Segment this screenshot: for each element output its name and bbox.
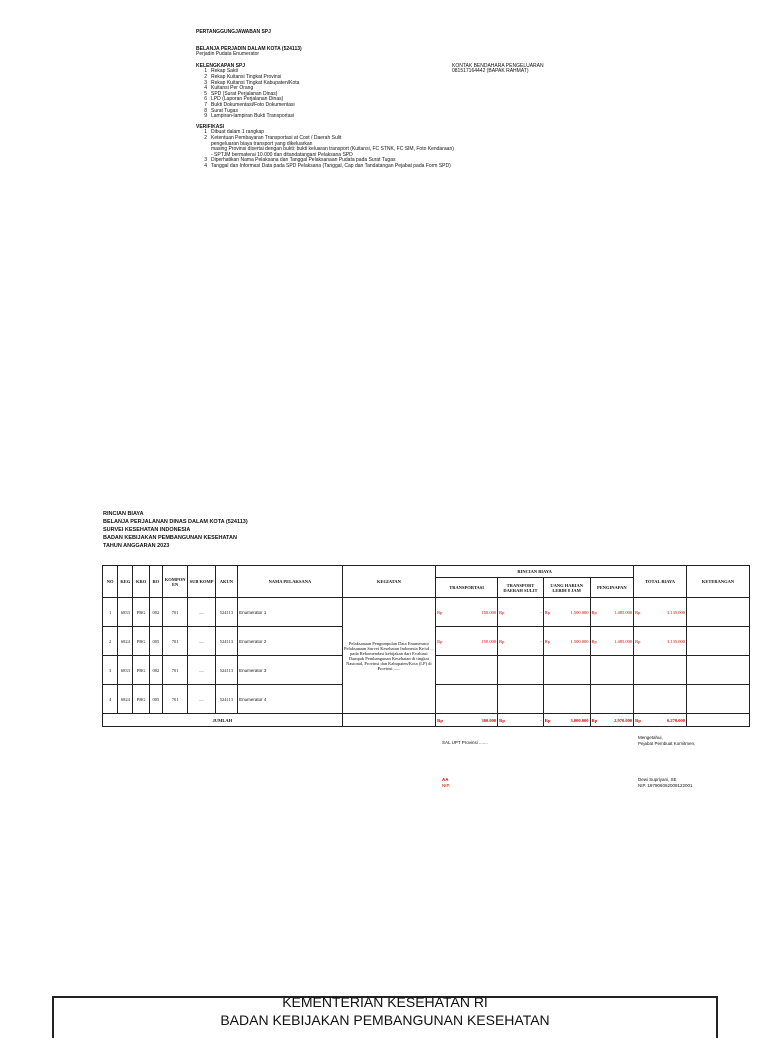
kontak-title: KONTAK BENDAHARA PENGELUARAN <box>452 62 544 69</box>
cell-total: Rp 3.135.000 <box>634 627 687 656</box>
header-transportasi: TRANSPORTASI <box>436 578 498 598</box>
signature-left-nip: NIP. <box>442 783 451 788</box>
jumlah-total: Rp 6.270.000 <box>634 714 687 727</box>
cell-akun: 524113 <box>215 627 237 656</box>
rincian-line: BADAN KEBIJAKAN PEMBANGUNAN KESEHATAN <box>103 535 237 541</box>
list-item: 1 Rekap Sakti <box>204 68 238 75</box>
cell-ro: 002 <box>149 598 162 627</box>
cell-kro: PBG <box>133 656 149 685</box>
table-row <box>103 598 750 627</box>
list-item: 3 Rekap Kuitansi Tingkat Kabupaten/Kota <box>204 79 300 86</box>
cell-total: Rp 3.135.000 <box>634 598 687 627</box>
list-item: 2 Rekap Kuitansi Tingkat Provinsi <box>204 73 282 80</box>
cell-uang-harian: Rp 1.500.000 <box>543 598 590 627</box>
signature-right-line1: Mengetahui, <box>638 735 663 740</box>
header-uang-harian: UANG HARIAN LEBIH 8 JAM <box>543 578 590 598</box>
cell-uang-harian: Rp 1.500.000 <box>543 627 590 656</box>
cell-kegiatan-empty <box>342 714 435 727</box>
signature-right-line2: Pejabat Pembuat Komitmen, <box>638 741 696 746</box>
header-ro: RO <box>149 566 162 598</box>
list-item: 6 LPD (Laporan Perjalanan Dinas) <box>204 96 284 103</box>
spj-title: PERTANGGUNGJAWABAN SPJ <box>196 29 271 35</box>
jumlah-penginapan: Rp 2.970.000 <box>590 714 634 727</box>
list-item: 7 Bukti Dokumentasi/Foto Dokumentasi <box>204 101 295 108</box>
cell-keterangan <box>686 656 749 685</box>
header-no: NO <box>103 566 118 598</box>
cell-keterangan <box>686 598 749 627</box>
header-kegiatan: KEGIATAN <box>342 566 435 598</box>
rincian-line: BELANJA PERJALANAN DINAS DALAM KOTA (524113) <box>103 519 248 525</box>
cell-akun: 524113 <box>215 656 237 685</box>
cell-keg: 6824 <box>118 685 133 714</box>
cell-kro: PBG <box>133 598 149 627</box>
list-item: 3 Diperhatikan Nama Pelaksana dan Tanggal Pelaksanaan Pudata pada Surat Tugas <box>204 157 396 164</box>
cell-no: 2 <box>103 627 118 656</box>
cell-akun: 524113 <box>215 598 237 627</box>
list-item: 9 Lampiran-lampiran Bukti Transportasi <box>204 113 295 120</box>
cell-transport-sulit: Rp - <box>498 598 544 627</box>
kelengkapan-title: KELENGKAPAN SPJ <box>196 62 246 69</box>
list-item: 1 Dibuat dalam 1 rangkap <box>204 129 265 136</box>
jumlah-label: JUMLAH <box>103 714 343 727</box>
cell-keg: 6824 <box>118 627 133 656</box>
cell-sub-komp: ..... <box>188 627 215 656</box>
cell-nama: Enumerator 4 <box>238 685 343 714</box>
rincian-line: SURVEI KESEHATAN INDONESIA <box>103 527 191 533</box>
cell-no: 4 <box>103 685 118 714</box>
cell-akun: 524113 <box>215 685 237 714</box>
cell-transport-sulit <box>498 656 544 685</box>
cell-sub-komp: ..... <box>188 598 215 627</box>
cell-keterangan <box>686 685 749 714</box>
cell-komponen: 701 <box>162 598 187 627</box>
cell-kro: PBG <box>133 627 149 656</box>
header-penginapan: PENGINAPAN <box>590 578 634 598</box>
header-sub-komp: SUB KOMP <box>188 566 215 598</box>
cell-nama: Enumerator 3 <box>238 656 343 685</box>
verifikasi-list <box>196 130 736 169</box>
cell-komponen: 701 <box>162 685 187 714</box>
cell-kro: PBG <box>133 685 149 714</box>
list-item: 2 Ketentuan Pembayaran Transportasi at Cost / Daerah Sulit <box>204 134 342 141</box>
header-komponen: KOMPON EN <box>162 566 187 598</box>
jumlah-keterangan <box>686 714 749 727</box>
cell-komponen: 701 <box>162 656 187 685</box>
cell-nama: Enumerator 2 <box>238 627 343 656</box>
cell-penginapan <box>590 685 634 714</box>
signature-left-name: AA <box>442 777 449 782</box>
header-total: TOTAL BIAYA <box>634 566 687 598</box>
signature-right-name: Dewi Supriyani, SE <box>638 777 677 782</box>
cell-total <box>634 656 687 685</box>
rincian-header <box>103 510 248 550</box>
verifikasi-title: VERIFIKASI <box>196 123 225 130</box>
ministry-header-box <box>52 996 718 1038</box>
cell-penginapan: Rp 1.485.000 <box>590 627 634 656</box>
header-akun: AKUN <box>215 566 237 598</box>
rincian-line: RINCIAN BIAYA <box>103 511 144 517</box>
cell-transportasi: Rp 150.000 <box>436 598 498 627</box>
header-rincian-biaya: RINCIAN BIAYA <box>436 566 634 578</box>
header-keg: KEG <box>118 566 133 598</box>
list-item: 8 Surat Tugas <box>204 107 238 114</box>
signature-left-title: SAL UPT Provinsi ....... <box>442 740 488 745</box>
cell-transportasi: Rp 150.000 <box>436 627 498 656</box>
cell-total <box>634 685 687 714</box>
cell-ro: 002 <box>149 656 162 685</box>
header-keterangan: KETERANGAN <box>686 566 749 598</box>
cost-table <box>102 565 750 727</box>
ministry-line1: KEMENTERIAN KESEHATAN RI <box>282 994 488 1010</box>
rincian-line: TAHUN ANGGARAN 2023 <box>103 543 170 549</box>
header-nama: NAMA PELAKSANA <box>238 566 343 598</box>
list-item: - SPTJM bermaterai 10.000 dan ditandatangani Pelaksana SPD <box>211 151 353 158</box>
kelengkapan-list <box>196 69 736 119</box>
list-item: 4 Tanggal dan Informasi Data pada SPD Pelaksana (Tanggal, Cap dan Tandatangan Pejabat pada Form SPD) <box>204 162 451 169</box>
kontak-value: 081517164442 (BAPAK RAHMAT) <box>452 68 529 75</box>
jumlah-row <box>103 714 750 727</box>
cell-no: 1 <box>103 598 118 627</box>
cell-kegiatan: Pelaksanaan Pengumpulan Data Enumerator Pelaksanaan Survei Kesehatan Indonesia Ke/sd ... pada Rekomendasi kebijakan dari Evaluasi Dampak Pembangunan Kesehatan di tingkat Nasional, Provinsi dan Kabupaten/Kota (LP) di Provinsi ...... <box>342 598 435 714</box>
ministry-line2: BADAN KEBIJAKAN PEMBANGUNAN KESEHATAN <box>220 1012 550 1028</box>
cell-penginapan <box>590 656 634 685</box>
cell-transportasi <box>436 685 498 714</box>
spj-section <box>196 30 736 169</box>
cell-transportasi <box>436 656 498 685</box>
cell-uang-harian <box>543 685 590 714</box>
cell-sub-komp: ..... <box>188 656 215 685</box>
list-item: 4 Kuitansi Per Orang <box>204 85 254 92</box>
belanja-subtitle: Perjadin Pudata Enumerator <box>196 51 260 58</box>
header-kro: KRO <box>133 566 149 598</box>
list-item: masing Provinsi disertai dengan bukti: bukti keluaran transport (Kuitansi, FC STNK, FC SIM, Foto Kendaraan) <box>211 146 454 153</box>
signature-right-nip: NIP. 197906062009122001 <box>638 783 693 788</box>
cell-komponen: 701 <box>162 627 187 656</box>
belanja-title: BELANJA PERJADIN DALAM KOTA (524113) <box>196 45 302 52</box>
cell-keg: 6833 <box>118 656 133 685</box>
cell-sub-komp: ..... <box>188 685 215 714</box>
cell-nama: Enumerator 1 <box>238 598 343 627</box>
cell-keg: 6833 <box>118 598 133 627</box>
jumlah-uang-harian: Rp 3.000.000 <box>543 714 590 727</box>
jumlah-transport-sulit: Rp - <box>498 714 544 727</box>
cell-uang-harian <box>543 656 590 685</box>
header-transport-sulit: TRANSPORT DAERAH SULIT <box>498 578 544 598</box>
cell-penginapan: Rp 1.485.000 <box>590 598 634 627</box>
cell-keterangan <box>686 627 749 656</box>
cell-transport-sulit: Rp - <box>498 627 544 656</box>
cell-ro: 005 <box>149 627 162 656</box>
list-item: 5 SPD (Surat Perjalanan Dinas) <box>204 90 278 97</box>
cell-ro: 005 <box>149 685 162 714</box>
cell-transport-sulit <box>498 685 544 714</box>
cell-no: 3 <box>103 656 118 685</box>
jumlah-transportasi: Rp 300.000 <box>436 714 498 727</box>
list-item: pengeluaran biaya transport yang dikeluarkan <box>211 140 313 147</box>
